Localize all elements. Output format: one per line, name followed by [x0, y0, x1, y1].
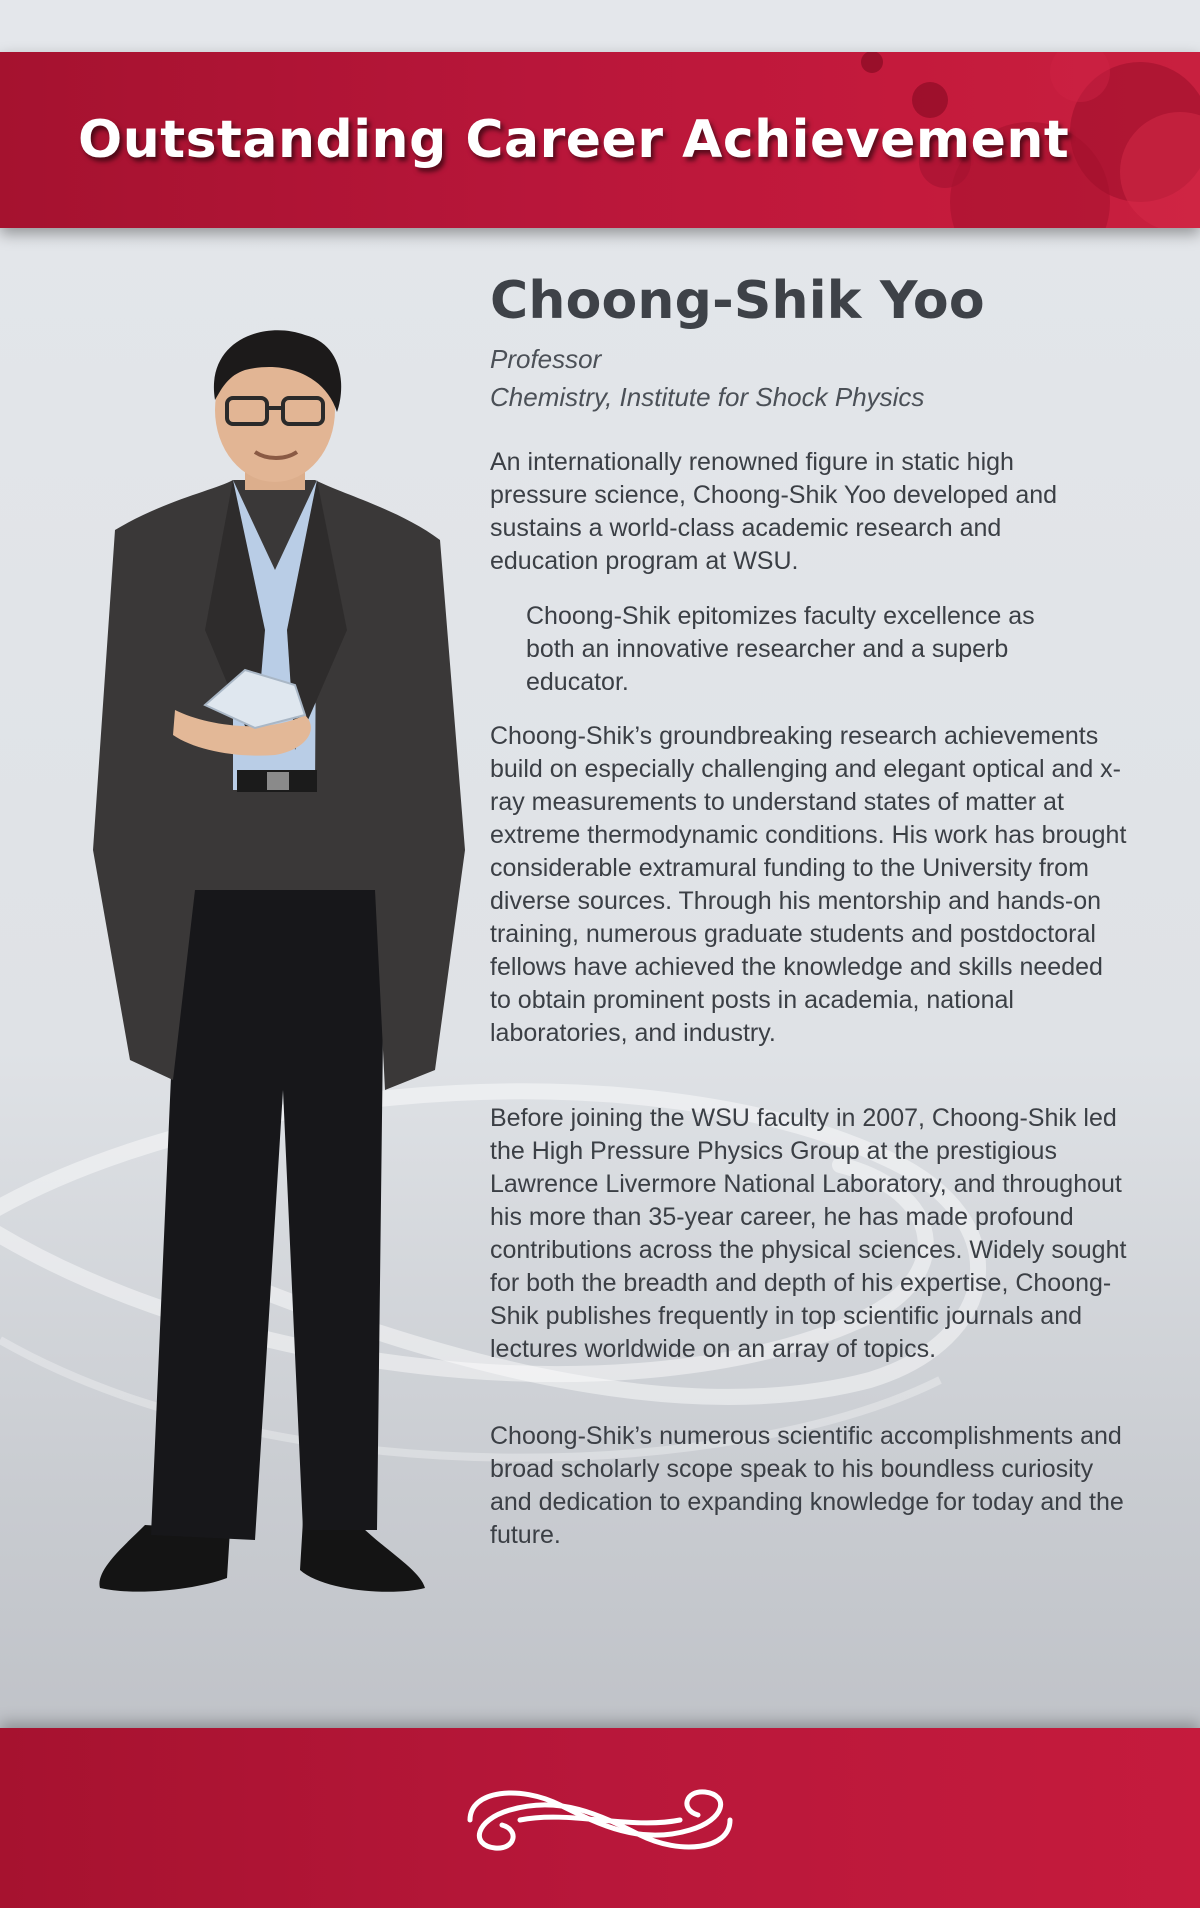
content-column [490, 270, 1130, 1549]
flourish-ornament-icon [450, 1770, 750, 1870]
honoree-name: Choong-Shik Yoo [490, 271, 985, 331]
paragraph-closing: Choong-Shik’s numerous scientific accomplishments and broad scholarly scope speak to his boundless curiosity and dedication to expanding knowledge for today and the future. [490, 1422, 1124, 1549]
portrait-photo-icon [55, 330, 495, 1600]
paragraph-career: Before joining the WSU faculty in 2007, Choong-Shik led the High Pressure Physics Group at the prestigious Lawrence Livermore National Laboratory, and throughout his more than 35-year career, he has made profound contributions across the physical sciences. Widely sought for both the breadth and depth of his expertise, Choong-Shik publishes frequently in top scientific journals and lectures worldwide on an array of topics. [490, 1104, 1127, 1363]
footer-banner [0, 1728, 1200, 1908]
paragraph-intro: An internationally renowned figure in static high pressure science, Choong-Shik Yoo developed and sustains a world-class academic research and education program at WSU. [490, 448, 1058, 575]
paragraph-research: Choong-Shik’s groundbreaking research achievements build on especially challenging and elegant optical and x-ray measurements to understand states of matter at extreme thermodynamic conditions. His work has brought considerable extramural funding to the University from diverse sources. Through his mentorship and hands-on training, numerous graduate students and postdoctoral fellows have achieved the knowledge and skills needed to obtain prominent posts in academia, national laboratories, and industry. [490, 722, 1127, 1047]
honoree-title: Professor [490, 344, 602, 374]
honoree-department: Chemistry, Institute for Shock Physics [490, 382, 925, 412]
paragraph-excellence: Choong-Shik epitomizes faculty excellence as both an innovative researcher and a superb educator. [526, 602, 1035, 696]
header-banner [0, 52, 1200, 228]
award-title: Outstanding Career Achievement [78, 110, 1070, 170]
